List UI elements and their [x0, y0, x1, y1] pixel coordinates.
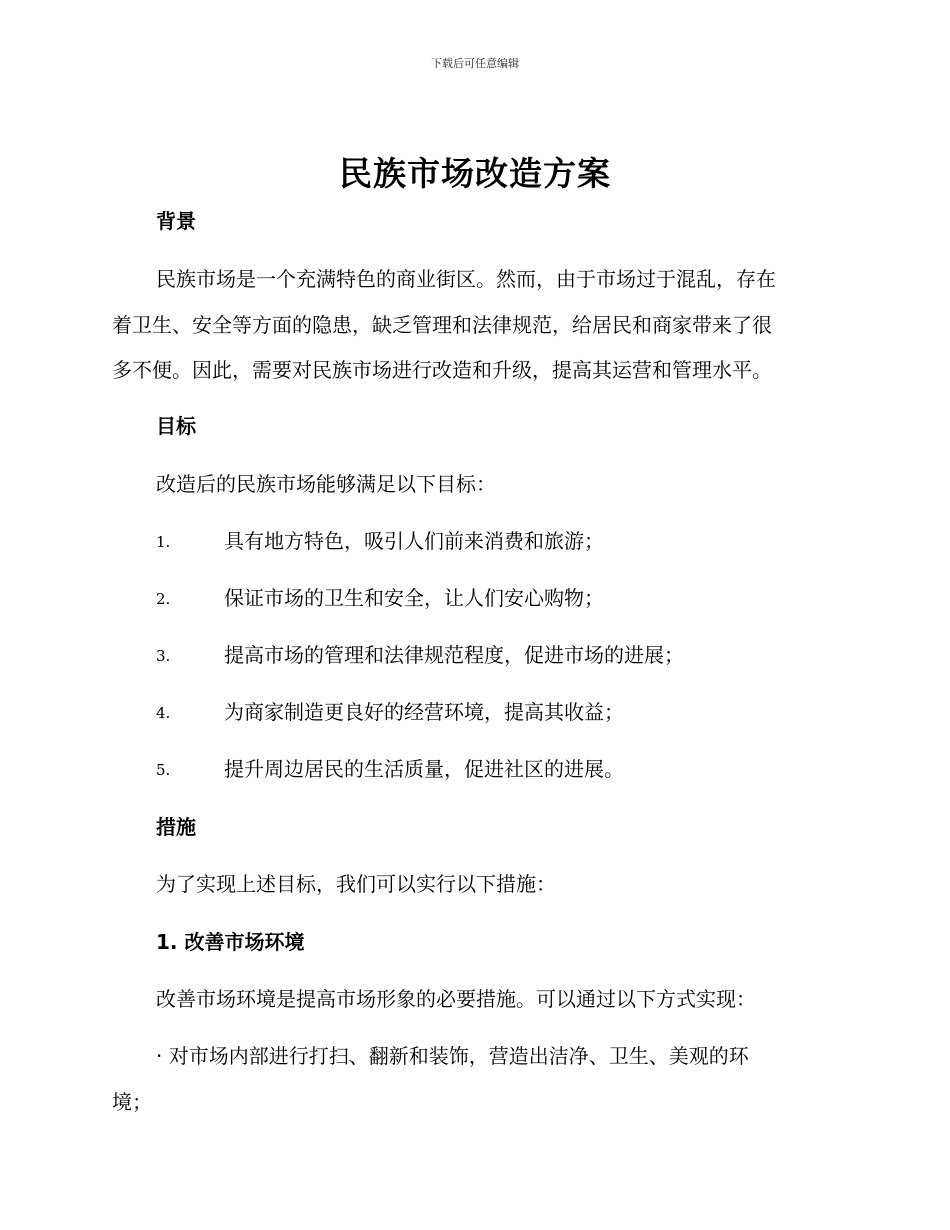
list-item-number: 4. [156, 704, 171, 722]
list-item: 为商家制造更良好的经营环境，提高其收益； [224, 700, 624, 724]
list-item: 具有地方特色，吸引人们前来消费和旅游； [224, 529, 604, 553]
bullet-line: · 对市场内部进行打扫、翻新和装饰，营造出洁净、卫生、美观的环 [156, 1044, 749, 1068]
document-title: 民族市场改造方案 [339, 154, 611, 193]
bullet-line: 境； [112, 1090, 152, 1114]
list-item: 提升周边居民的生活质量，促进社区的进展。 [224, 757, 624, 781]
subsection-intro: 改善市场环境是提高市场形象的必要措施。可以通过以下方式实现： [156, 987, 756, 1011]
list-item-number: 1. [156, 533, 171, 551]
subsection-heading: 1. 改善市场环境 [156, 930, 305, 954]
list-item-number: 3. [156, 647, 171, 665]
section-heading-measures: 措施 [156, 815, 196, 839]
header-note: 下载后可任意编辑 [431, 57, 519, 70]
paragraph-line: 着卫生、安全等方面的隐患，缺乏管理和法律规范，给居民和商家带来了很 [112, 313, 772, 337]
measures-intro: 为了实现上述目标，我们可以实行以下措施： [156, 872, 556, 896]
section-heading-background: 背景 [156, 209, 196, 233]
paragraph-line: 多不便。因此，需要对民族市场进行改造和升级，提高其运营和管理水平。 [112, 358, 772, 382]
goals-intro: 改造后的民族市场能够满足以下目标： [156, 472, 496, 496]
paragraph-line: 民族市场是一个充满特色的商业街区。然而，由于市场过于混乱，存在 [156, 267, 776, 291]
section-heading-goals: 目标 [156, 414, 196, 438]
list-item: 提高市场的管理和法律规范程度，促进市场的进展； [224, 643, 684, 667]
list-item-number: 2. [156, 590, 171, 608]
list-item: 保证市场的卫生和安全，让人们安心购物； [224, 586, 604, 610]
list-item-number: 5. [156, 761, 171, 779]
